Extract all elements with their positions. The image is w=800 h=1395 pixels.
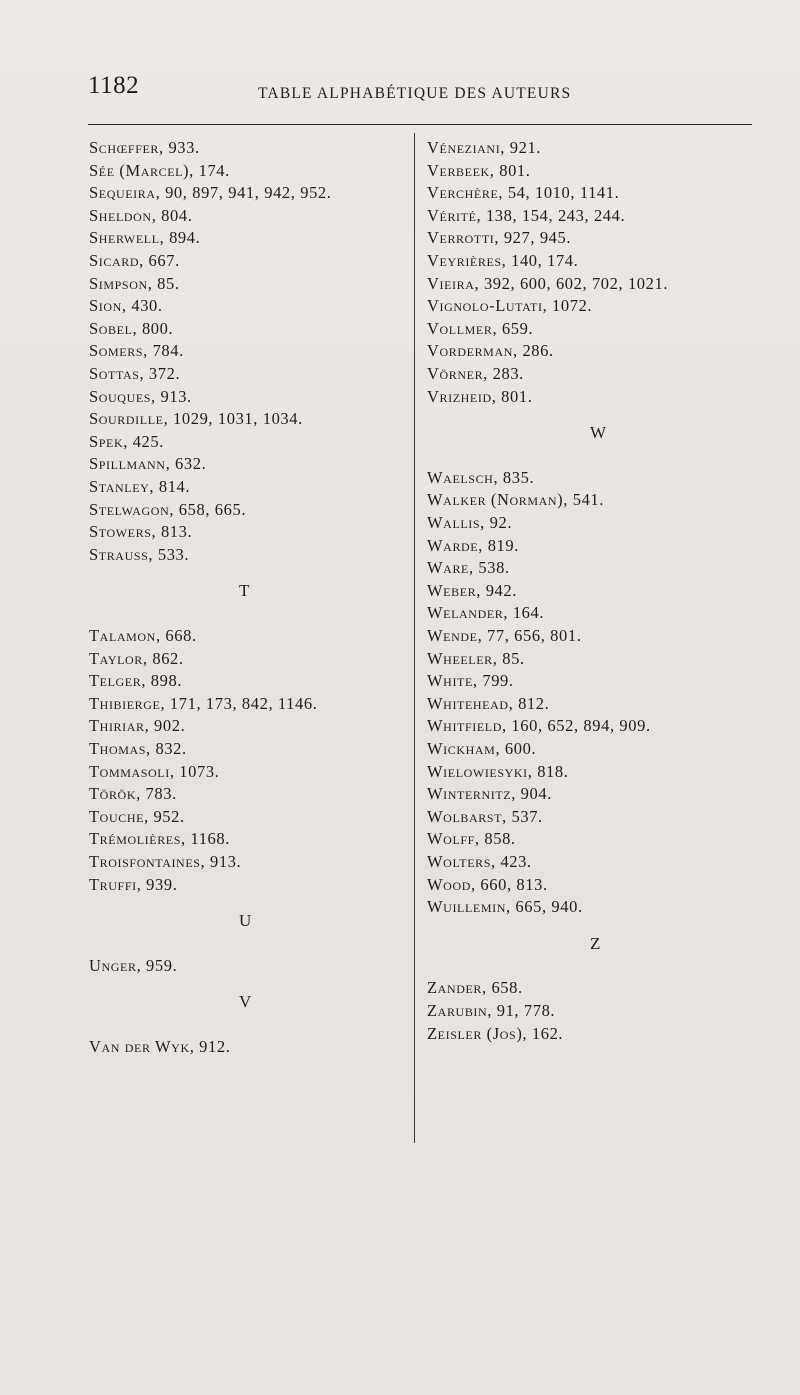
index-entry: Veyrières, 140, 174. xyxy=(427,251,579,270)
index-entry: Taylor, 862. xyxy=(89,648,184,668)
index-entry: Wende, 77, 656, 801. xyxy=(427,626,582,645)
index-entry: Waelsch, 835. xyxy=(427,467,535,487)
index-entry: Wood, 660, 813. xyxy=(427,874,548,894)
index-entry: Wolters, 423. xyxy=(427,852,532,871)
index-entry: Sottas, 372. xyxy=(89,364,181,383)
index-entry: Török, 783. xyxy=(89,784,177,804)
index-entry: Telger, 898. xyxy=(89,671,183,691)
index-entry: Sheldon, 804. xyxy=(89,205,193,225)
index-entry: Verbeek, 801. xyxy=(427,160,531,180)
index-entry: Vrizheid, 801. xyxy=(427,386,533,406)
index-entry: Vörner, 283. xyxy=(427,364,524,383)
index-entry: Sourdille, 1029, 1031, 1034. xyxy=(89,409,303,429)
index-entry: Vollmer, 659. xyxy=(427,318,534,338)
index-entry: Whitehead, 812. xyxy=(427,693,550,713)
index-entry: Véneziani, 921. xyxy=(427,138,542,157)
index-entry: White, 799. xyxy=(427,671,514,691)
index-entry: Wickham, 600. xyxy=(427,739,537,758)
index-entry: Somers, 784. xyxy=(89,341,184,361)
index-entry: Weber, 942. xyxy=(427,580,517,600)
index-entry: Simpson, 85. xyxy=(89,273,180,293)
index-entry: Unger, 959. xyxy=(89,955,178,975)
index-entry: Sobel, 800. xyxy=(89,318,174,338)
index-entry: Winternitz, 904. xyxy=(427,784,552,804)
index-entry: Wolbarst, 537. xyxy=(427,806,543,826)
index-entry: Sée (Marcel), 174. xyxy=(89,160,230,180)
index-entry: Souques, 913. xyxy=(89,386,192,406)
index-entry: Verchère, 54, 1010, 1141. xyxy=(427,183,620,203)
index-entry: Vorderman, 286. xyxy=(427,341,554,361)
index-entry: Spillmann, 632. xyxy=(89,454,207,474)
index-entry: Whitfield, 160, 652, 894, 909. xyxy=(427,716,651,736)
index-entry: Zarubin, 91, 778. xyxy=(427,1001,556,1020)
column-divider xyxy=(414,133,415,1143)
index-entry: Van der Wyk, 912. xyxy=(89,1037,231,1056)
index-entry: Wielowiesyki, 818. xyxy=(427,761,569,781)
index-entry: Vieira, 392, 600, 602, 702, 1021. xyxy=(427,273,669,293)
index-entry: Welander, 164. xyxy=(427,603,545,623)
index-entry: Thibierge, 171, 173, 842, 1146. xyxy=(89,693,318,713)
index-entry: Sicard, 667. xyxy=(89,251,180,270)
header-rule xyxy=(88,124,752,125)
index-entry: Ware, 538. xyxy=(427,558,510,578)
index-entry: Sequeira, 90, 897, 941, 942, 952. xyxy=(89,183,332,203)
index-entry: Strauss, 533. xyxy=(89,544,190,564)
index-entry: Stelwagon, 658, 665. xyxy=(89,499,247,519)
index-entry: Thiriar, 902. xyxy=(89,716,186,736)
index-entry: Stowers, 813. xyxy=(89,522,193,542)
index-entry: Walker (Norman), 541. xyxy=(427,490,604,510)
index-entry: Verrotti, 927, 945. xyxy=(427,228,572,248)
index-entry: Sion, 430. xyxy=(89,296,163,316)
page-number: 1182 xyxy=(88,72,140,99)
index-entry: Wheeler, 85. xyxy=(427,648,525,668)
index-entry: Sherwell, 894. xyxy=(89,228,201,248)
index-entry: Schœffer, 933. xyxy=(89,138,200,157)
section-letter: V xyxy=(239,992,252,1012)
index-entry: Zeisler (Jos), 162. xyxy=(427,1023,564,1043)
index-entry: Spek, 425. xyxy=(89,431,164,451)
index-entry: Wallis, 92. xyxy=(427,513,513,532)
section-letter: T xyxy=(239,581,250,601)
section-letter: W xyxy=(590,423,607,443)
index-entry: Thomas, 832. xyxy=(89,739,187,758)
index-entry: Wuillemin, 665, 940. xyxy=(427,897,583,917)
index-entry: Warde, 819. xyxy=(427,535,519,555)
section-letter: U xyxy=(239,911,252,931)
index-entry: Talamon, 668. xyxy=(89,626,197,645)
section-letter: Z xyxy=(590,933,601,953)
index-entry: Tommasoli, 1073. xyxy=(89,761,220,781)
index-entry: Stanley, 814. xyxy=(89,477,191,496)
index-entry: Vignolo-Lutati, 1072. xyxy=(427,296,593,316)
index-entry: Vérité, 138, 154, 243, 244. xyxy=(427,205,626,225)
index-entry: Wolff, 858. xyxy=(427,829,516,849)
page-header xyxy=(88,72,752,112)
index-entry: Zander, 658. xyxy=(427,978,523,998)
index-entry: Touche, 952. xyxy=(89,806,185,826)
running-title: TABLE ALPHABÉTIQUE DES AUTEURS xyxy=(258,85,572,102)
index-entry: Troisfontaines, 913. xyxy=(89,852,242,871)
index-entry: Trémolières, 1168. xyxy=(89,829,230,849)
index-entry: Truffi, 939. xyxy=(89,874,178,894)
